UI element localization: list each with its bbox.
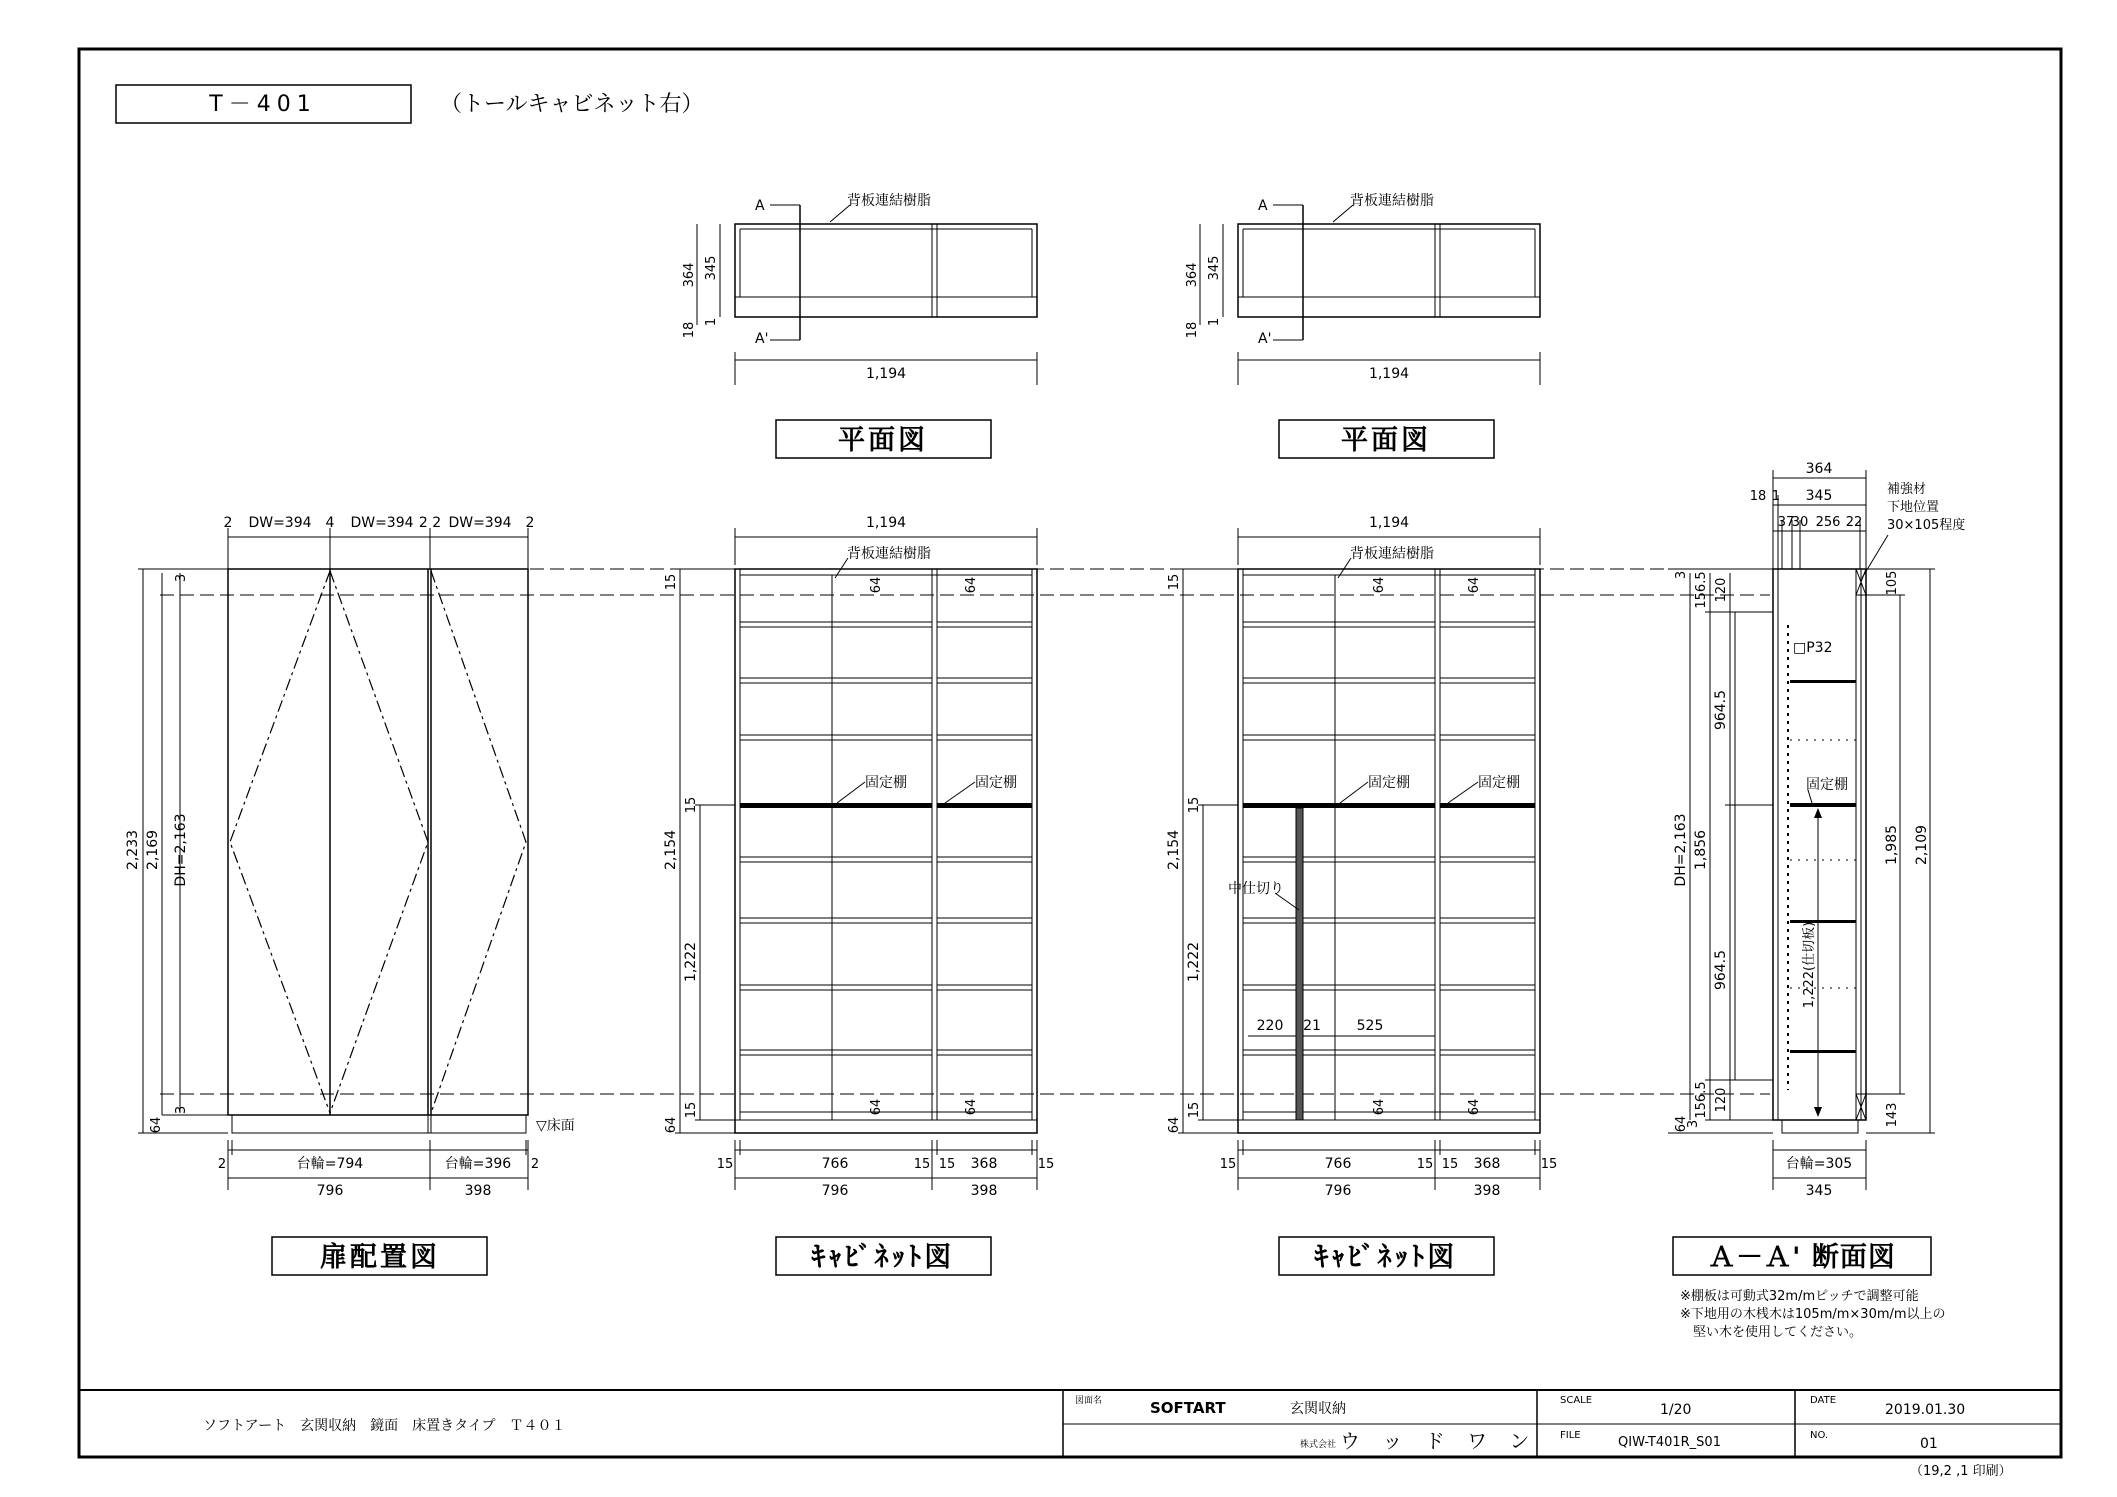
section-title: Ａ－Ａ' 断面図: [1708, 1242, 1896, 1273]
fixed-shelf-label: 固定棚: [1368, 775, 1410, 791]
section-mark-a: A: [755, 198, 765, 214]
section-1565-top: 156.5: [1694, 571, 1709, 609]
door-height-dh: DH=2,163: [173, 813, 189, 887]
section-143: 143: [1885, 1102, 1900, 1128]
door-height-2169: 2,169: [145, 829, 161, 871]
cab-bottom-dim: 368: [970, 1156, 998, 1172]
door-top-dim: 4: [325, 515, 335, 531]
cab-bottom-dim: 15: [716, 1157, 734, 1172]
section-sub-dim: 22: [1845, 515, 1863, 530]
section-9645-bottom: 964.5: [1713, 949, 1729, 991]
section-dim-3b: 3: [1686, 1119, 1701, 1129]
tb-drawing-name-label: 図面名: [1075, 1396, 1103, 1406]
tb-file-value: QIW-T401R_S01: [1618, 1435, 1721, 1450]
plan-depth-total: 364: [1185, 262, 1200, 288]
cab-bottom-dim: 15: [1540, 1157, 1558, 1172]
plan-title-1: 平面図: [838, 425, 928, 456]
cab-bottom-398: 398: [1473, 1183, 1501, 1199]
cab-dim-64: 64: [869, 576, 884, 594]
section-dim-64: 64: [1674, 1115, 1689, 1133]
plan-width: 1,194: [1368, 366, 1410, 382]
door-layout-view: [125, 515, 575, 1275]
cab-bottom-398: 398: [970, 1183, 998, 1199]
plan-depth-total: 364: [682, 262, 697, 288]
section-fixed-shelf: 固定棚: [1806, 777, 1848, 793]
cab-dim-15: 15: [1167, 573, 1182, 591]
section-dim-1: 1: [1771, 489, 1781, 504]
cab-bottom-dim: 15: [1037, 1157, 1055, 1172]
cab-bottom-dim: 368: [1473, 1156, 1501, 1172]
tb-brand: SOFTART: [1150, 1399, 1226, 1417]
section-dim-345: 345: [1805, 488, 1833, 504]
section-1856: 1,856: [1693, 829, 1709, 871]
section-dh: DH=2,163: [1673, 813, 1689, 887]
plan-dim-18: 18: [1185, 321, 1200, 339]
tb-company: ウ ッ ド ワ ン: [1340, 1429, 1538, 1453]
section-note: ※棚板は可動式32m/mピッチで調整可能: [1680, 1289, 1919, 1304]
cab-width: 1,194: [865, 515, 907, 531]
section-p32: □P32: [1793, 640, 1833, 656]
section-plinth: 台輪=305: [1785, 1156, 1853, 1172]
door-dim-3-bottom: 3: [174, 1105, 189, 1115]
back-panel-label: 背板連結樹脂: [1350, 546, 1434, 562]
cab-bottom-dim: 15: [1416, 1157, 1434, 1172]
section-sub-dim: 256: [1815, 515, 1841, 530]
tb-date-value: 2019.01.30: [1885, 1402, 1966, 1418]
tb-company-prefix: 株式会社: [1300, 1440, 1337, 1450]
door-top-dim: DW=394: [248, 515, 312, 531]
cab-width: 1,194: [1368, 515, 1410, 531]
back-panel-label: 背板連結樹脂: [847, 193, 931, 209]
cab-dim-64: 64: [1372, 1098, 1387, 1116]
cabinet-title-2: ｷｬﾋﾞﾈｯﾄ図: [1314, 1242, 1458, 1273]
door-bottom-796: 796: [316, 1183, 344, 1199]
cab-dim-64: 64: [1467, 576, 1482, 594]
tb-file-label: FILE: [1560, 1430, 1581, 1441]
cab-height-1222: 1,222: [1186, 941, 1202, 983]
section-9645-top: 964.5: [1713, 689, 1729, 731]
section-note: 堅い木を使用してください。: [1693, 1325, 1863, 1340]
section-shelf-pitch: 1,222(仕切板): [1802, 921, 1817, 1009]
cab-dim-15: 15: [1187, 796, 1202, 814]
section-105: 105: [1885, 570, 1900, 596]
plan-depth-inner: 345: [1207, 255, 1222, 281]
cabinet-title-1: ｷｬﾋﾞﾈｯﾄ図: [811, 1242, 955, 1273]
section-note: ※下地用の木桟木は105m/m×30m/m以上の: [1680, 1307, 1946, 1322]
fixed-shelf-label: 固定棚: [975, 775, 1017, 791]
partition-dim-21: 21: [1303, 1018, 1321, 1034]
plinth-left: 台輪=794: [296, 1156, 364, 1172]
section-bottom-345: 345: [1805, 1183, 1833, 1199]
cab-dim-64: 64: [664, 1116, 679, 1134]
section-dim-3: 3: [1674, 570, 1689, 580]
door-top-dim: 2 2: [418, 515, 442, 531]
reinforce-note: 補強材: [1887, 482, 1927, 497]
plan-title-2: 平面図: [1341, 425, 1431, 456]
cab-height-2154: 2,154: [663, 829, 679, 871]
tb-product: 玄関収納: [1290, 1401, 1346, 1417]
door-top-dim: DW=394: [350, 515, 414, 531]
back-panel-label: 背板連結樹脂: [847, 546, 931, 562]
section-120-bottom: 120: [1714, 1087, 1729, 1113]
tb-no-value: 01: [1920, 1436, 1938, 1452]
cab-dim-64: 64: [964, 1098, 979, 1116]
plan-width: 1,194: [865, 366, 907, 382]
plan-view-1: [682, 192, 1037, 458]
section-mark-a: A: [1258, 198, 1268, 214]
section-dim-18: 18: [1749, 489, 1767, 504]
section-2109: 2,109: [1914, 824, 1930, 866]
back-panel-label: 背板連結樹脂: [1350, 193, 1434, 209]
door-top-dim: 2: [223, 515, 233, 531]
floor-label: ▽床面: [536, 1118, 575, 1134]
partition-dim-525: 525: [1356, 1018, 1384, 1034]
cab-dim-64: 64: [869, 1098, 884, 1116]
cab-dim-64: 64: [1372, 576, 1387, 594]
cab-height-2154: 2,154: [1166, 829, 1182, 871]
cabinet-view-1: [663, 515, 1054, 1275]
reinforce-note: 下地位置: [1887, 500, 1940, 515]
door-dim-3-top: 3: [174, 573, 189, 583]
drawing-subtitle: （トールキャビネット右）: [440, 92, 704, 117]
print-note: （19,2 ,1 印刷）: [1910, 1464, 2012, 1479]
section-mark-a2: A': [1258, 331, 1272, 347]
door-top-dim: 2: [525, 515, 535, 531]
door-top-dim: DW=394: [448, 515, 512, 531]
plan-depth-inner: 345: [704, 255, 719, 281]
plan-dim-1: 1: [704, 317, 719, 327]
door-dim-2-left: 2: [217, 1157, 227, 1172]
cab-bottom-dim: 766: [821, 1156, 849, 1172]
section-120-top: 120: [1714, 577, 1729, 603]
reference-lines: [160, 569, 1770, 1094]
reinforce-note: 30×105程度: [1887, 518, 1966, 533]
cab-bottom-796: 796: [1324, 1183, 1352, 1199]
plinth-right: 台輪=396: [444, 1156, 512, 1172]
title-block: [79, 1390, 2061, 1457]
cab-bottom-dim: 15: [1441, 1157, 1459, 1172]
cab-bottom-dim: 15: [938, 1157, 956, 1172]
cab-dim-15: 15: [1187, 1101, 1202, 1119]
cab-dim-64: 64: [964, 576, 979, 594]
cab-height-1222: 1,222: [683, 941, 699, 983]
partition-label: 中仕切り: [1228, 881, 1284, 897]
partition-dim-220: 220: [1256, 1018, 1284, 1034]
cab-bottom-796: 796: [821, 1183, 849, 1199]
door-dim-64: 64: [149, 1116, 164, 1134]
section-sub-dim: 30: [1791, 515, 1809, 530]
drawing-code: T－401: [209, 92, 317, 117]
tb-date-label: DATE: [1810, 1395, 1837, 1406]
section-top-364: 364: [1805, 461, 1833, 477]
plan-view-2: [1185, 192, 1540, 458]
section-1985: 1,985: [1884, 824, 1900, 866]
cab-dim-64: 64: [1467, 1098, 1482, 1116]
cab-bottom-dim: 766: [1324, 1156, 1352, 1172]
cab-dim-15: 15: [684, 1101, 699, 1119]
door-dim-2-right: 2: [530, 1157, 540, 1172]
door-height-total: 2,233: [125, 829, 141, 871]
cab-bottom-dim: 15: [1219, 1157, 1237, 1172]
fixed-shelf-label: 固定棚: [1478, 775, 1520, 791]
door-bottom-398: 398: [464, 1183, 492, 1199]
section-mark-a2: A': [755, 331, 769, 347]
tb-scale-value: 1/20: [1660, 1402, 1692, 1418]
section-1565-bottom: 156.5: [1694, 1081, 1709, 1119]
section-view: [1668, 461, 1965, 1340]
tb-no-label: NO.: [1810, 1430, 1829, 1441]
fixed-shelf-label: 固定棚: [865, 775, 907, 791]
cab-dim-64: 64: [1167, 1116, 1182, 1134]
door-layout-title: 扉配置図: [320, 1242, 440, 1273]
cabinet-view-2: [1166, 515, 1557, 1275]
plan-dim-1: 1: [1207, 317, 1222, 327]
section-sub-dim: 37: [1777, 515, 1795, 530]
cab-dim-15: 15: [684, 796, 699, 814]
cab-dim-15: 15: [664, 573, 679, 591]
cab-bottom-dim: 15: [913, 1157, 931, 1172]
tb-description: ソフトアート 玄関収納 鏡面 床置きタイプ Ｔ４０１: [203, 1418, 566, 1434]
tb-scale-label: SCALE: [1560, 1395, 1593, 1406]
plan-dim-18: 18: [682, 321, 697, 339]
